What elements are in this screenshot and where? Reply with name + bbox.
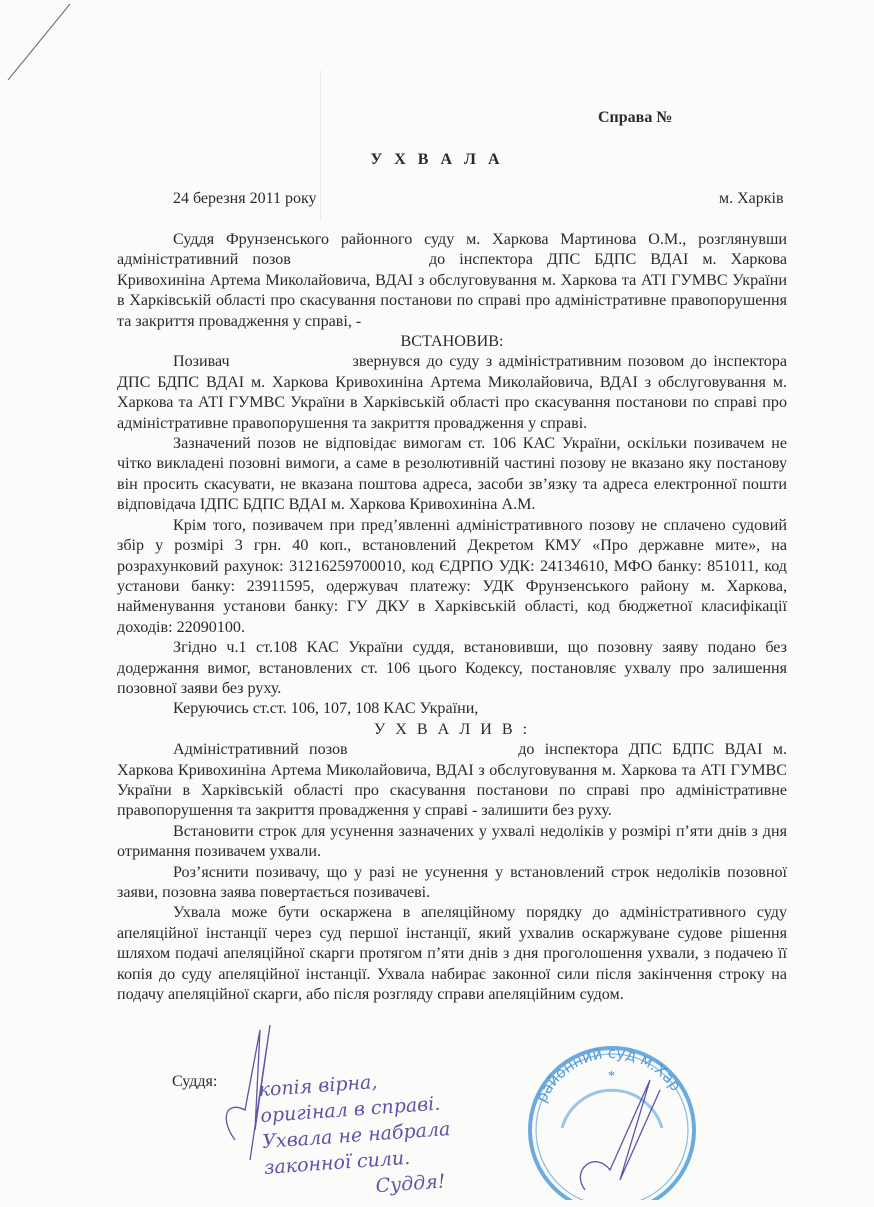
paragraph-noncompliance: Зазначений позов не відповідає вимогам ст. 106 КАС України, оскільки позивачем не чітко викладені позовні вимоги, а саме в резолютивній частині позову не вказано яку постанову він просить скасувати, не вказана поштова адреса, засоби зв’язку та адреса електронної пошти відповідача ІДПС БДПС ВДАІ м. Харкова Кривохиніна А.М. bbox=[117, 435, 787, 514]
handwritten-line: Ухвала не набрала bbox=[261, 1117, 452, 1154]
handwritten-certification bbox=[258, 1059, 526, 1207]
judge-signature-label: Суддя: bbox=[172, 1073, 218, 1090]
case-number bbox=[598, 109, 766, 127]
document-body bbox=[117, 230, 787, 1005]
redacted-case-number bbox=[676, 112, 766, 122]
case-number-label: Справа № bbox=[598, 109, 673, 126]
redacted-name bbox=[358, 744, 508, 754]
paragraph-guided-by: Керуючись ст.ст. 106, 107, 108 КАС України, bbox=[173, 700, 479, 718]
redacted-name bbox=[236, 356, 346, 366]
svg-text:*: * bbox=[608, 1069, 615, 1084]
paragraph-explain: Роз’яснити позивачу, що у разі не усунення у встановлений строк недоліків позовної заяви, позовна заява повертається позивачеві. bbox=[117, 863, 787, 901]
paragraph-ruling: Адміністративний позов до інспектора ДПС БДПС ВДАІ м. Харкова Кривохиніна Артема Миколайовича, ВДАІ з обслуговування м. Харкова та АТІ ГУМВС України в Харківській області про скасування постанови по справі про адміністративне правопорушення та закриття провадження у справі - залишити без руху. bbox=[117, 741, 788, 820]
paragraph-intro: Суддя Фрунзенського районного суду м. Харкова Мартинова О.М., розглянувши адміністративний позов до інспектора ДПС БДПС ВДАІ м. Харкова Кривохиніна Артема Миколайовича, ВДАІ з обслуговування м. Харкова та АТІ ГУМВС України в Харківській області про скасування постанови по справі про адміністративне правопорушення та закриття провадження у справі, - bbox=[117, 231, 787, 330]
redacted-name bbox=[305, 254, 415, 264]
stamp-text: районний суд м.Хар bbox=[532, 1043, 685, 1106]
heading-resolved: У Х В А Л И В : bbox=[373, 720, 531, 738]
document-title: У Х В А Л А bbox=[370, 151, 504, 168]
paragraph-claim: Позивач звернувся до суду з адміністративним позовом до інспектора ДПС БДПС ВДАІ м. Харкова Кривохиніна Артема Миколайовича, ВДАІ з обслуговування м. Харкова та АТІ ГУМВС України в Харківській області про скасування постанови по справі про адміністративне правопорушення та закриття провадження у справі. bbox=[117, 353, 788, 432]
paragraph-appeal: Ухвала може бути оскаржена в апеляційному порядку до адміністративного суду апеляційної інстанції через суд першої інстанції, який ухвалив оскаржуване судове рішення шляхом подачі апеляційної скарги протягом п’яти днів з дня проголошення ухвали, з подачею її копія до суду апеляційної інстанції. Ухвала набирає законної сили після закінчення строку на подачу апеляційної скарги, або після розгляду справи апеляційним судом. bbox=[117, 904, 787, 1004]
court-stamp bbox=[500, 1020, 720, 1200]
handwritten-line: законної сили. bbox=[263, 1146, 411, 1179]
paragraph-fee: Крім того, позивачем при пред’явленні адміністративного позову не сплачено судовий збір у розмірі 3 грн. 40 коп., встановлений Декретом КМУ «Про державне мите», на розрахунковий рахунок: 31216259700010, код ЄДРПО УДК: 24134610, МФО банку: 851011, код установи банку: 23911595, одержувач платежу: УДК Фрунзенського району м. Харкова, найменування установи банку: ГУ ДКУ в Харківській області, код бюджетної класифікації доходів: 22090100. bbox=[117, 516, 787, 636]
handwritten-line: копія вірна, bbox=[257, 1070, 379, 1102]
document-date: 24 березня 2011 року bbox=[173, 190, 317, 207]
handwritten-line: оригінал в справі. bbox=[259, 1092, 441, 1128]
handwritten-line: Суддя! bbox=[374, 1170, 447, 1198]
heading-established: ВСТАНОВИВ: bbox=[400, 333, 504, 351]
paragraph-deadline: Встановити строк для усунення зазначених у ухвалі недоліків у розмірі п’яти днів з дня отримання позивачем ухвали. bbox=[117, 822, 787, 861]
document-city: м. Харків bbox=[719, 190, 784, 207]
paragraph-article108: Згідно ч.1 ст.108 КАС України суддя, встановивши, що позовну заяву подано без додержання вимог, встановлених ст. 106 цього Кодексу, постановляє ухвалу про залишення позовної заяви без руху. bbox=[117, 639, 787, 697]
